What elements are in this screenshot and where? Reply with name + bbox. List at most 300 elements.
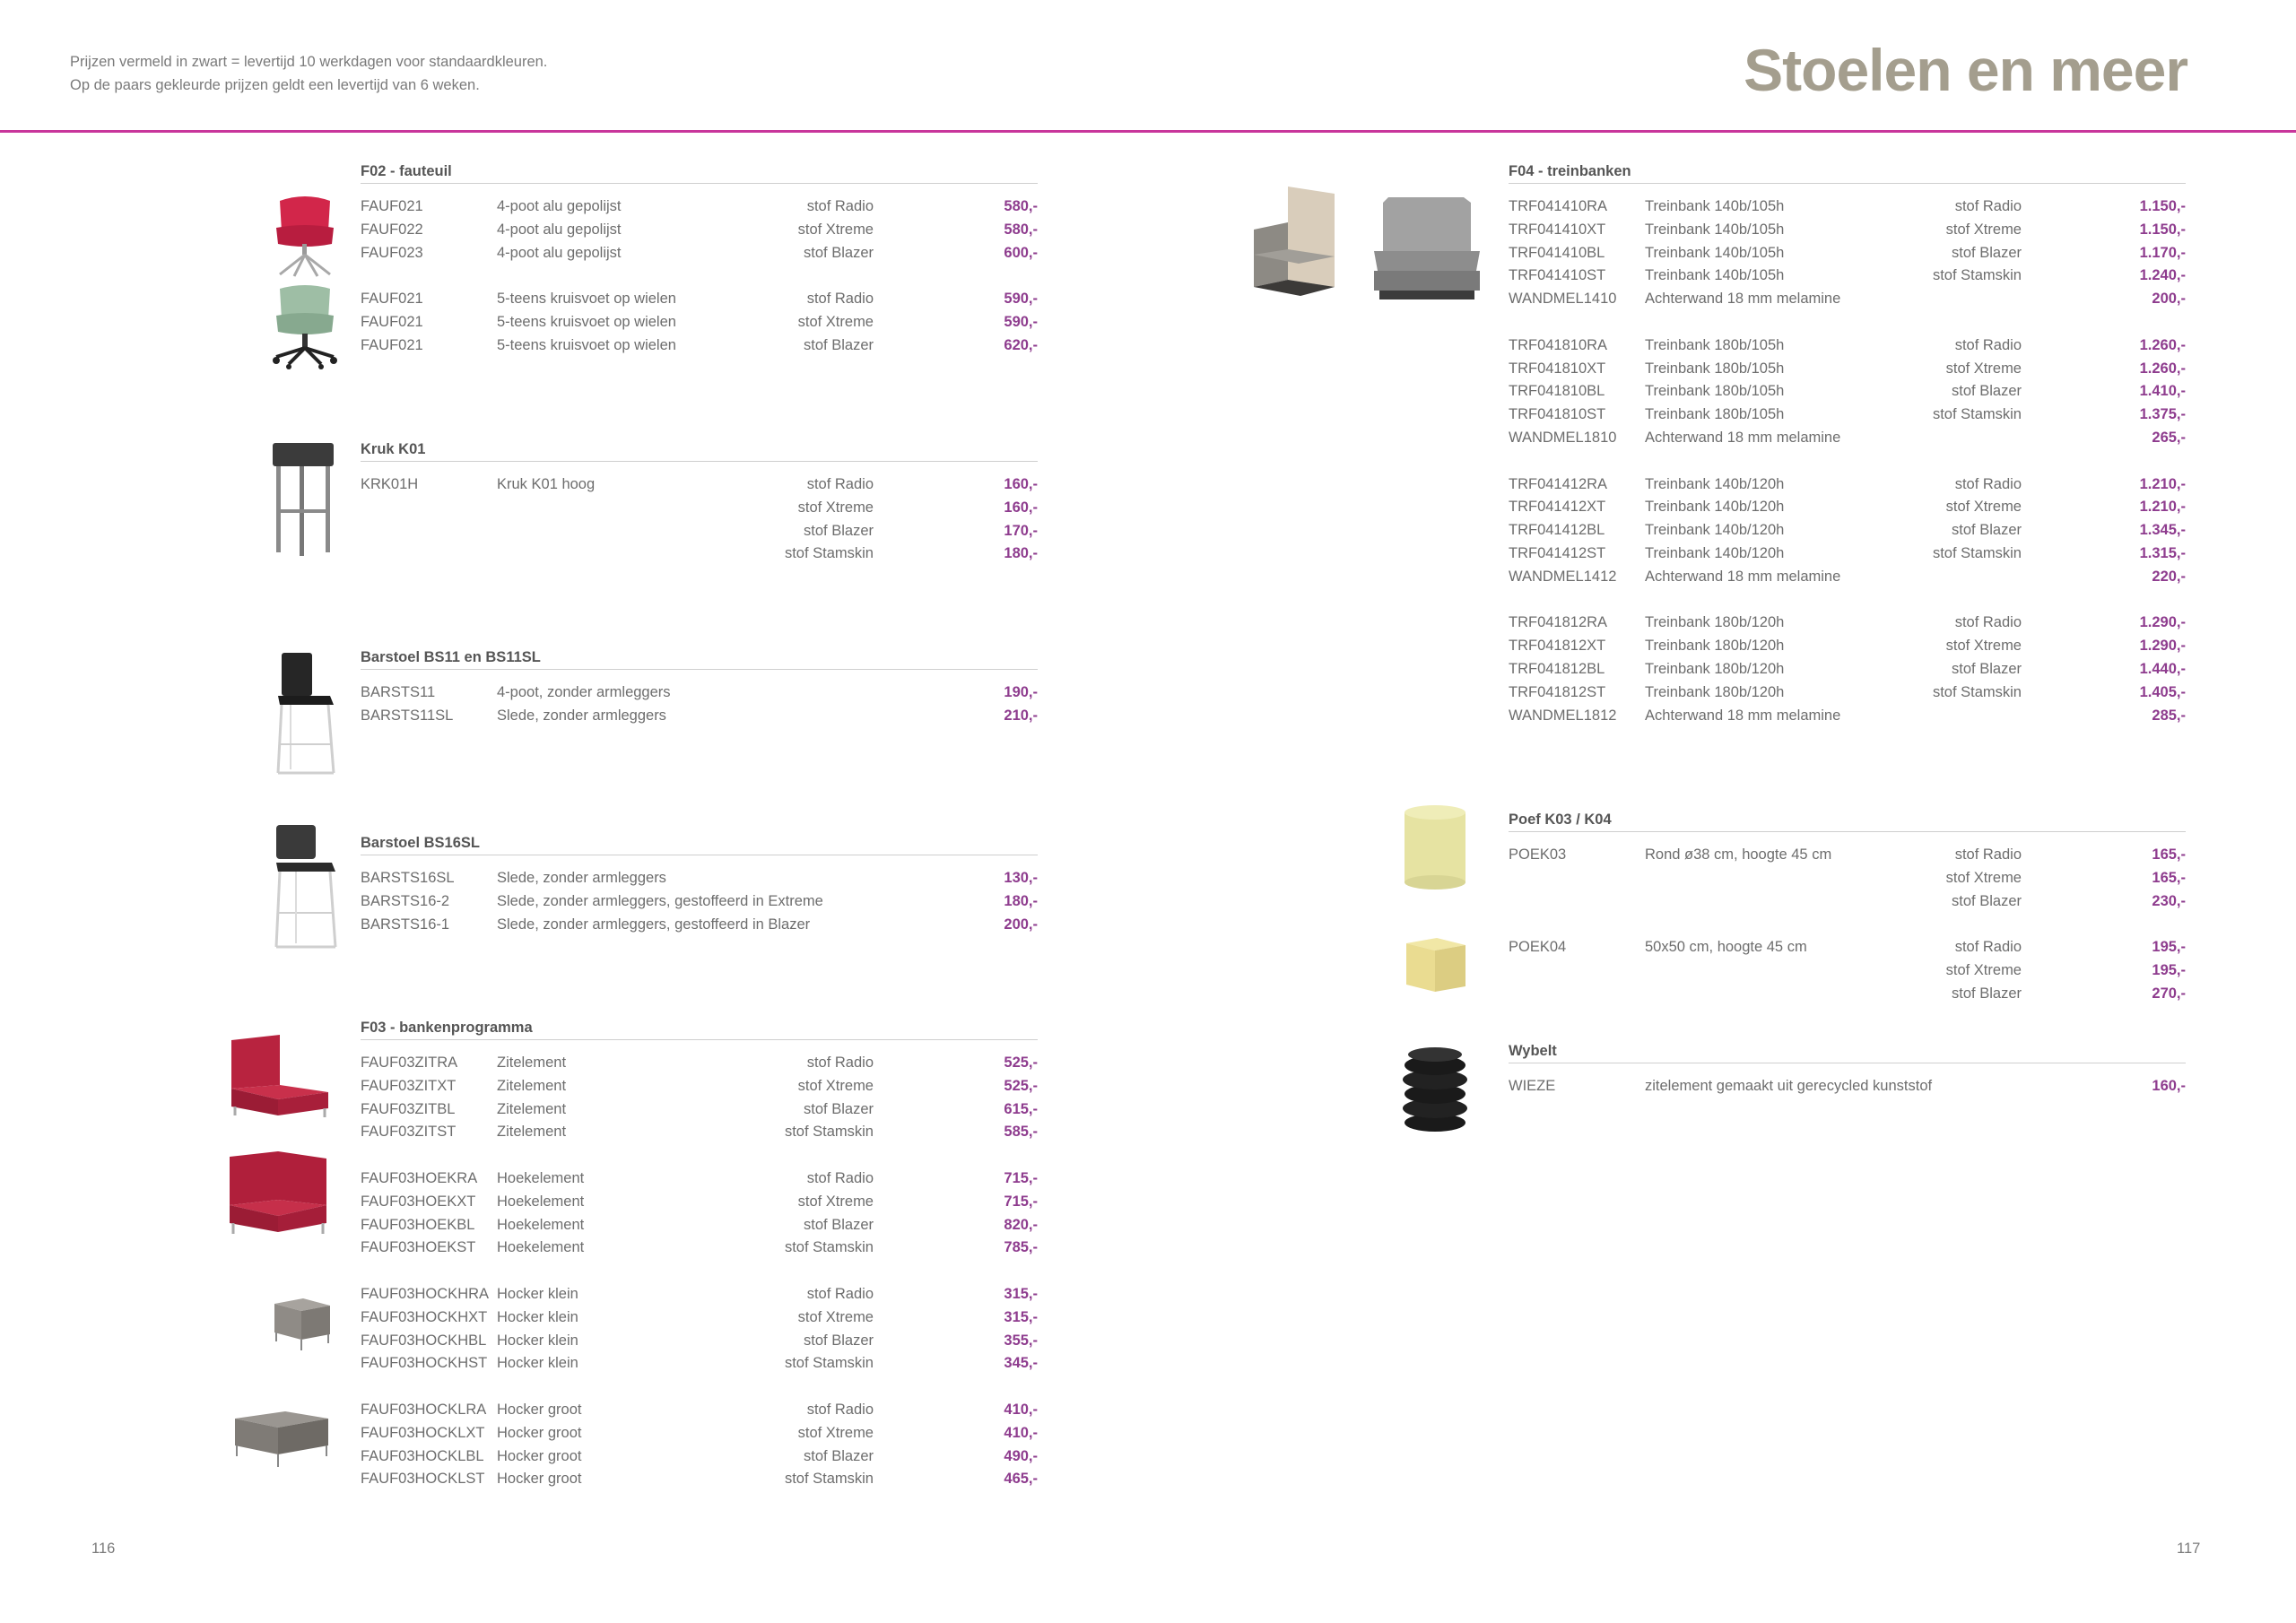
- table-row: [361, 1167, 1038, 1191]
- product-code: TRF041410BL: [1509, 244, 1605, 261]
- fabric: stof Stamskin: [1932, 683, 2022, 700]
- price: 160,-: [1004, 476, 1038, 492]
- table-row: [361, 1121, 1038, 1144]
- fabric: stof Xtreme: [797, 1077, 874, 1094]
- product-description: Hoekelement: [497, 1239, 585, 1256]
- fabric: stof Radio: [806, 476, 874, 492]
- section-f03-bankenprogramma: [361, 1017, 1038, 1491]
- product-description: Treinbank 140b/105h: [1645, 221, 1785, 238]
- product-description: Hocker groot: [497, 1471, 582, 1488]
- table-row: [361, 1445, 1038, 1469]
- table-row: [1509, 1075, 2186, 1098]
- product-code: TRF041812XT: [1509, 638, 1606, 655]
- product-code: FAUF03ZITBL: [361, 1100, 456, 1117]
- price: 170,-: [1004, 522, 1038, 539]
- product-description: Achterwand 18 mm melamine: [1645, 568, 1841, 585]
- product-description: Treinbank 180b/120h: [1645, 683, 1785, 700]
- product-code: FAUF03HOCKLBL: [361, 1447, 484, 1464]
- table-row: [361, 1237, 1038, 1260]
- price: 180,-: [1004, 892, 1038, 909]
- product-description: 4-poot alu gepolijst: [497, 244, 622, 261]
- product-description: Achterwand 18 mm melamine: [1645, 707, 1841, 724]
- price: 580,-: [1004, 221, 1038, 238]
- fabric: stof Xtreme: [797, 313, 874, 330]
- product-description: 5-teens kruisvoet op wielen: [497, 336, 676, 353]
- price: 1.345,-: [2139, 522, 2186, 539]
- fabric: stof Radio: [1954, 846, 2022, 863]
- product-description: Kruk K01 hoog: [497, 476, 596, 492]
- fabric: stof Xtreme: [797, 1308, 874, 1325]
- fabric: stof Radio: [1954, 475, 2022, 492]
- product-code: TRF041410ST: [1509, 267, 1606, 284]
- price: 525,-: [1004, 1077, 1038, 1094]
- price: 1.440,-: [2139, 660, 2186, 677]
- price: 230,-: [2152, 892, 2186, 909]
- fabric: stof Stamskin: [784, 1239, 874, 1256]
- page-title: Stoelen en meer: [1744, 37, 2187, 103]
- fabric: stof Radio: [1954, 939, 2022, 956]
- table-row: [1509, 473, 2186, 497]
- product-code: KRK01H: [361, 476, 419, 492]
- product-description: Hoekelement: [497, 1193, 585, 1210]
- fabric: stof Blazer: [804, 1332, 874, 1349]
- table-row: [361, 288, 1038, 311]
- table-row: [361, 1191, 1038, 1214]
- price: 590,-: [1004, 313, 1038, 330]
- table-row: [361, 520, 1038, 543]
- table-row: [361, 1422, 1038, 1445]
- table-row: [1509, 867, 2186, 890]
- section-kruk-k01: [361, 438, 1038, 566]
- price: 620,-: [1004, 336, 1038, 353]
- product-description: Hoekelement: [497, 1169, 585, 1186]
- fabric: stof Xtreme: [1945, 499, 2022, 516]
- product-code: FAUF03HOEKRA: [361, 1169, 478, 1186]
- poef-square-image: [1401, 936, 1469, 995]
- price: 200,-: [2152, 291, 2186, 308]
- table-row: [361, 1214, 1038, 1237]
- product-code: TRF041412BL: [1509, 522, 1605, 539]
- product-code: TRF041412XT: [1509, 499, 1606, 516]
- product-code: BARSTS11SL: [361, 707, 454, 724]
- table-row: [1509, 844, 2186, 867]
- wybelt-stacked-image: [1399, 1044, 1471, 1133]
- table-row: [1509, 658, 2186, 681]
- product-description: Hocker klein: [497, 1332, 578, 1349]
- product-description: Treinbank 180b/120h: [1645, 638, 1785, 655]
- product-description: Treinbank 140b/105h: [1645, 198, 1785, 214]
- product-code: FAUF03ZITXT: [361, 1077, 457, 1094]
- table-row: [1509, 219, 2186, 242]
- price: 1.240,-: [2139, 267, 2186, 284]
- section-poef-k03-k04: [1509, 809, 2186, 1006]
- table-row: [361, 681, 1038, 705]
- price: 130,-: [1004, 870, 1038, 886]
- table-row: [1509, 380, 2186, 404]
- treinbank-side-image: [1250, 183, 1338, 299]
- fabric: stof Xtreme: [1945, 869, 2022, 886]
- product-code: BARSTS16SL: [361, 870, 455, 886]
- product-code: TRF041812ST: [1509, 683, 1606, 700]
- price: 410,-: [1004, 1424, 1038, 1441]
- fabric: stof Stamskin: [784, 1124, 874, 1141]
- price: 285,-: [2152, 707, 2186, 724]
- table-row: [361, 242, 1038, 265]
- product-code: FAUF03HOCKLST: [361, 1471, 485, 1488]
- product-description: Rond ø38 cm, hoogte 45 cm: [1645, 846, 1832, 863]
- price: 345,-: [1004, 1355, 1038, 1372]
- table-row: [361, 334, 1038, 358]
- product-description: Hocker groot: [497, 1424, 582, 1441]
- price-table: [361, 867, 1038, 936]
- fabric: stof Xtreme: [1945, 961, 2022, 978]
- section-title: Wybelt: [1509, 1040, 2186, 1063]
- product-description: Treinbank 180b/105h: [1645, 336, 1785, 353]
- product-code: FAUF03HOEKST: [361, 1239, 476, 1256]
- price-note-line-1: Prijzen vermeld in zwart = levertijd 10 werkdagen voor standaardkleuren.: [70, 54, 548, 70]
- table-row: [1509, 705, 2186, 728]
- fabric: stof Blazer: [804, 1447, 874, 1464]
- price: 1.290,-: [2139, 614, 2186, 631]
- product-code: BARSTS16-1: [361, 916, 450, 933]
- product-description: 4-poot alu gepolijst: [497, 198, 622, 214]
- fabric: stof Stamskin: [1932, 544, 2022, 561]
- price-table: [361, 681, 1038, 728]
- price: 1.410,-: [2139, 383, 2186, 400]
- price: 315,-: [1004, 1308, 1038, 1325]
- product-description: Treinbank 180b/105h: [1645, 360, 1785, 377]
- table-row: [1509, 427, 2186, 450]
- table-row: [1509, 288, 2186, 311]
- price: 1.375,-: [2139, 406, 2186, 423]
- product-description: Treinbank 180b/105h: [1645, 406, 1785, 423]
- table-row: [361, 1283, 1038, 1306]
- product-code: FAUF03HOCKLXT: [361, 1424, 485, 1441]
- price: 715,-: [1004, 1169, 1038, 1186]
- price: 410,-: [1004, 1401, 1038, 1418]
- table-row: [361, 914, 1038, 937]
- product-description: Treinbank 140b/105h: [1645, 244, 1785, 261]
- price-note-line-2: Op de paars gekleurde prijzen geldt een levertijd van 6 weken.: [70, 77, 480, 93]
- price-table: [1509, 195, 2186, 727]
- table-row: [1509, 358, 2186, 381]
- product-code: FAUF03HOCKHXT: [361, 1308, 488, 1325]
- product-description: Slede, zonder armleggers, gestoffeerd in Extreme: [497, 892, 823, 909]
- table-row: [361, 219, 1038, 242]
- treinbank-front-image: [1370, 194, 1483, 301]
- price: 270,-: [2152, 985, 2186, 1002]
- price: 715,-: [1004, 1193, 1038, 1210]
- price: 590,-: [1004, 291, 1038, 308]
- fabric: stof Radio: [806, 198, 874, 214]
- fabric: stof Stamskin: [784, 1355, 874, 1372]
- section-title: F03 - bankenprogramma: [361, 1017, 1038, 1040]
- table-row: [361, 1306, 1038, 1330]
- table-row: [1509, 542, 2186, 566]
- table-row: [1509, 195, 2186, 219]
- page-number-left: 116: [91, 1541, 116, 1557]
- product-description: 5-teens kruisvoet op wielen: [497, 291, 676, 308]
- price: 190,-: [1004, 684, 1038, 700]
- green-office-chair-image: [269, 283, 341, 369]
- product-description: Treinbank 140b/105h: [1645, 267, 1785, 284]
- table-row: [1509, 496, 2186, 519]
- table-row: [361, 311, 1038, 334]
- table-row: [361, 1330, 1038, 1353]
- product-description: Treinbank 180b/120h: [1645, 660, 1785, 677]
- price: 820,-: [1004, 1216, 1038, 1233]
- fabric: stof Blazer: [1952, 522, 2022, 539]
- table-row: [1509, 635, 2186, 658]
- section-title: Barstoel BS11 en BS11SL: [361, 647, 1038, 670]
- product-description: Slede, zonder armleggers: [497, 707, 666, 724]
- fabric: stof Xtreme: [1945, 221, 2022, 238]
- price: 1.150,-: [2139, 198, 2186, 214]
- product-description: 50x50 cm, hoogte 45 cm: [1645, 939, 1807, 956]
- product-code: FAUF03HOEKXT: [361, 1193, 476, 1210]
- table-row: [1509, 936, 2186, 959]
- fabric: stof Radio: [806, 291, 874, 308]
- price-table: [1509, 1075, 2186, 1098]
- product-description: Hocker klein: [497, 1285, 578, 1302]
- product-description: Zitelement: [497, 1077, 567, 1094]
- product-code: TRF041410RA: [1509, 198, 1608, 214]
- table-row: [1509, 890, 2186, 914]
- table-row: [361, 705, 1038, 728]
- product-code: TRF041412RA: [1509, 475, 1608, 492]
- table-row: [361, 195, 1038, 219]
- table-row: [361, 1098, 1038, 1122]
- product-code: TRF041810ST: [1509, 406, 1606, 423]
- product-code: FAUF03ZITRA: [361, 1055, 458, 1071]
- product-description: Hocker klein: [497, 1308, 578, 1325]
- price: 220,-: [2152, 568, 2186, 585]
- section-title: F04 - treinbanken: [1509, 161, 2186, 184]
- fabric: stof Radio: [1954, 198, 2022, 214]
- fabric: stof Blazer: [804, 244, 874, 261]
- product-description: 5-teens kruisvoet op wielen: [497, 313, 676, 330]
- product-code: FAUF03HOCKHBL: [361, 1332, 487, 1349]
- page-number-right: 117: [2177, 1541, 2201, 1557]
- price: 315,-: [1004, 1285, 1038, 1302]
- product-code: FAUF021: [361, 291, 423, 308]
- product-code: FAUF03HOCKHST: [361, 1355, 488, 1372]
- product-code: TRF041812BL: [1509, 660, 1605, 677]
- section-barstoel-bs11: [361, 647, 1038, 728]
- product-description: Zitelement: [497, 1055, 567, 1071]
- table-row: [1509, 566, 2186, 589]
- product-description: Treinbank 140b/120h: [1645, 499, 1785, 516]
- product-description: zitelement gemaakt uit gerecycled kunststof: [1645, 1078, 1933, 1094]
- section-title: F02 - fauteuil: [361, 161, 1038, 184]
- product-description: Achterwand 18 mm melamine: [1645, 291, 1841, 308]
- product-description: Hoekelement: [497, 1216, 585, 1233]
- section-title: Kruk K01: [361, 438, 1038, 462]
- price: 1.210,-: [2139, 499, 2186, 516]
- price: 200,-: [1004, 916, 1038, 933]
- price: 1.210,-: [2139, 475, 2186, 492]
- fabric: stof Xtreme: [1945, 360, 2022, 377]
- table-row: [1509, 959, 2186, 983]
- product-description: Slede, zonder armleggers, gestoffeerd in Blazer: [497, 916, 811, 933]
- header-rule: [0, 130, 2296, 133]
- price: 1.405,-: [2139, 683, 2186, 700]
- product-code: BARSTS16-2: [361, 892, 450, 909]
- price: 615,-: [1004, 1100, 1038, 1117]
- price: 465,-: [1004, 1471, 1038, 1488]
- section-title: Poef K03 / K04: [1509, 809, 2186, 832]
- price-table: [361, 473, 1038, 566]
- table-row: [1509, 983, 2186, 1006]
- product-code: WANDMEL1812: [1509, 707, 1617, 724]
- table-row: [361, 1399, 1038, 1422]
- fabric: stof Xtreme: [797, 221, 874, 238]
- product-description: 4-poot, zonder armleggers: [497, 684, 671, 700]
- price: 525,-: [1004, 1055, 1038, 1071]
- fabric: stof Radio: [1954, 614, 2022, 631]
- price: 210,-: [1004, 707, 1038, 724]
- fabric: stof Xtreme: [797, 1424, 874, 1441]
- product-description: Treinbank 180b/120h: [1645, 614, 1785, 631]
- fabric: stof Blazer: [1952, 892, 2022, 909]
- price: 195,-: [2152, 961, 2186, 978]
- poef-round-image: [1401, 803, 1469, 891]
- fabric: stof Blazer: [1952, 660, 2022, 677]
- product-code: FAUF03ZITST: [361, 1124, 457, 1141]
- product-code: FAUF021: [361, 198, 423, 214]
- table-row: [361, 1352, 1038, 1376]
- product-description: Slede, zonder armleggers: [497, 870, 666, 886]
- table-row: [1509, 334, 2186, 358]
- product-code: WANDMEL1810: [1509, 429, 1617, 446]
- fabric: stof Stamskin: [1932, 267, 2022, 284]
- price: 265,-: [2152, 429, 2186, 446]
- table-row: [1509, 681, 2186, 705]
- table-row: [361, 1468, 1038, 1491]
- product-code: WANDMEL1412: [1509, 568, 1617, 585]
- price: 490,-: [1004, 1447, 1038, 1464]
- price: 1.150,-: [2139, 221, 2186, 238]
- fabric: stof Stamskin: [1932, 406, 2022, 423]
- product-code: FAUF022: [361, 221, 423, 238]
- table-row: [361, 890, 1038, 914]
- product-code: TRF041810RA: [1509, 336, 1608, 353]
- section-title: Barstoel BS16SL: [361, 832, 1038, 855]
- price: 355,-: [1004, 1332, 1038, 1349]
- product-description: 4-poot alu gepolijst: [497, 221, 622, 238]
- fabric: stof Blazer: [1952, 244, 2022, 261]
- table-row: [361, 1075, 1038, 1098]
- product-description: Treinbank 140b/120h: [1645, 475, 1785, 492]
- product-code: FAUF023: [361, 244, 423, 261]
- price: 600,-: [1004, 244, 1038, 261]
- hocker-klein-image: [271, 1295, 334, 1354]
- fabric: stof Xtreme: [797, 1193, 874, 1210]
- price-table: [361, 195, 1038, 358]
- section-f04-treinbanken: [1509, 161, 2186, 727]
- product-code: POEK04: [1509, 939, 1567, 956]
- table-row: [1509, 404, 2186, 427]
- section-wybelt: [1509, 1040, 2186, 1098]
- fabric: stof Stamskin: [784, 1471, 874, 1488]
- price: 1.290,-: [2139, 638, 2186, 655]
- kruk-stool-image: [269, 439, 337, 556]
- product-description: Zitelement: [497, 1124, 567, 1141]
- price: 160,-: [1004, 499, 1038, 516]
- section-f02-fauteuil: [361, 161, 1038, 358]
- table-row: [361, 542, 1038, 566]
- product-code: FAUF021: [361, 313, 423, 330]
- table-row: [1509, 612, 2186, 635]
- fabric: stof Blazer: [1952, 985, 2022, 1002]
- product-code: BARSTS11: [361, 684, 436, 700]
- product-code: WANDMEL1410: [1509, 291, 1617, 308]
- product-description: Hocker groot: [497, 1401, 582, 1418]
- fabric: stof Blazer: [804, 1100, 874, 1117]
- product-code: FAUF03HOEKBL: [361, 1216, 475, 1233]
- table-row: [361, 497, 1038, 520]
- price-table: [1509, 844, 2186, 1006]
- product-code: WIEZE: [1509, 1078, 1556, 1094]
- product-description: Zitelement: [497, 1100, 567, 1117]
- table-row: [361, 473, 1038, 497]
- product-code: TRF041810XT: [1509, 360, 1606, 377]
- price: 180,-: [1004, 545, 1038, 562]
- product-code: FAUF03HOCKLRA: [361, 1401, 487, 1418]
- price-note: [70, 50, 547, 97]
- product-description: Achterwand 18 mm melamine: [1645, 429, 1841, 446]
- barstool-bs16sl-image: [273, 823, 341, 950]
- product-description: Treinbank 140b/120h: [1645, 522, 1785, 539]
- product-code: TRF041810BL: [1509, 383, 1605, 400]
- product-code: FAUF021: [361, 336, 423, 353]
- fabric: stof Radio: [1954, 336, 2022, 353]
- fabric: stof Blazer: [1952, 383, 2022, 400]
- product-code: TRF041412ST: [1509, 544, 1606, 561]
- zitelement-seat-image: [228, 1033, 332, 1123]
- price: 1.260,-: [2139, 336, 2186, 353]
- table-row: [1509, 242, 2186, 265]
- price: 1.170,-: [2139, 244, 2186, 261]
- barstool-bs11-image: [273, 651, 341, 777]
- hocker-groot-image: [231, 1408, 332, 1472]
- fabric: stof Xtreme: [1945, 638, 2022, 655]
- product-code: FAUF03HOCKHRA: [361, 1285, 490, 1302]
- fabric: stof Blazer: [804, 336, 874, 353]
- price: 580,-: [1004, 198, 1038, 214]
- product-description: Treinbank 180b/105h: [1645, 383, 1785, 400]
- price: 195,-: [2152, 939, 2186, 956]
- fabric: stof Blazer: [804, 522, 874, 539]
- product-description: Hocker groot: [497, 1447, 582, 1464]
- section-barstoel-bs16sl: [361, 832, 1038, 936]
- fabric: stof Blazer: [804, 1216, 874, 1233]
- fabric: stof Radio: [806, 1285, 874, 1302]
- price: 1.315,-: [2139, 544, 2186, 561]
- fabric: stof Radio: [806, 1401, 874, 1418]
- product-description: Hocker klein: [497, 1355, 578, 1372]
- price: 165,-: [2152, 869, 2186, 886]
- table-row: [361, 1052, 1038, 1075]
- table-row: [361, 867, 1038, 890]
- fabric: stof Radio: [806, 1169, 874, 1186]
- price: 1.260,-: [2139, 360, 2186, 377]
- red-armchair-image: [269, 192, 341, 278]
- table-row: [1509, 265, 2186, 288]
- price: 160,-: [2152, 1078, 2186, 1094]
- price: 585,-: [1004, 1124, 1038, 1141]
- fabric: stof Stamskin: [784, 545, 874, 562]
